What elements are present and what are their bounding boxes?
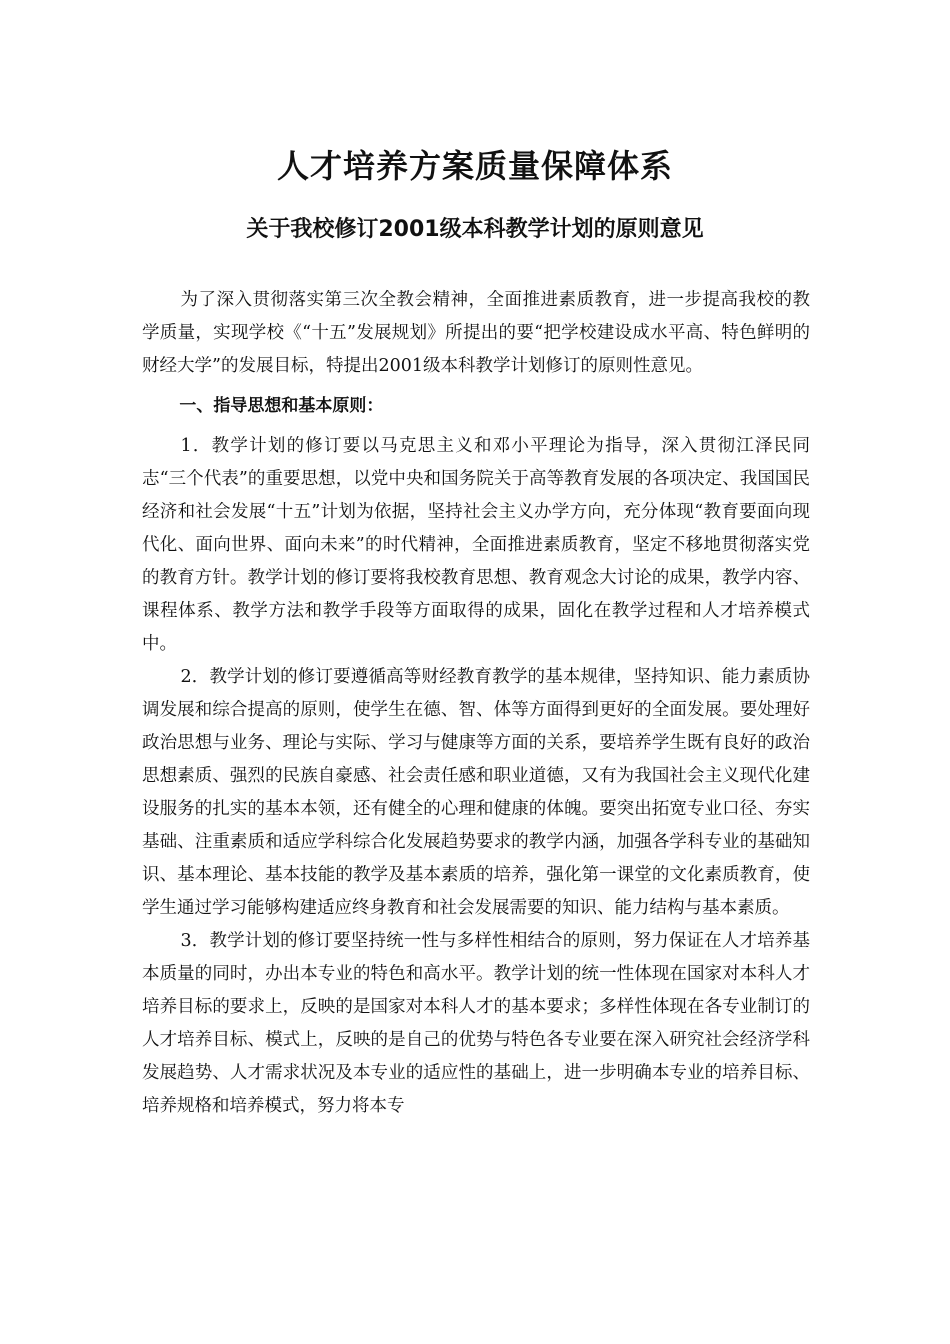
paragraph-item-2: 2．教学计划的修订要遵循高等财经教育教学的基本规律，坚持知识、能力素质协调发展和综合提高的原则，使学生在德、智、体等方面得到更好的全面发展。要处理好政治思想与业务、理论与实际、学习与健康等方面的关系，要培养学生既有良好的政治思想素质、强烈的民族自豪感、社会责任感和职业道德，又有为我国社会主义现代化建设服务的扎实的基本本领，还有健全的心理和健康的体魄。要突出拓宽专业口径、夯实基础、注重素质和适应学科综合化发展趋势要求的教学内涵，加强各学科专业的基础知识、基本理论、基本技能的教学及基本素质的培养，强化第一课堂的文化素质教育，使学生通过学习能够构建适应终身教育和社会发展需要的知识、能力结构与基本素质。 — [142, 667, 810, 918]
paragraph-item-1: 1．教学计划的修订要以马克思主义和邓小平理论为指导，深入贯彻江泽民同志“三个代表”的重要思想，以党中央和国务院关于高等教育发展的各项决定、我国国民经济和社会发展“十五”计划为依据，坚持社会主义办学方向，充分体现“教育要面向现代化、面向世界、面向未来”的时代精神，全面推进素质教育，坚定不移地贯彻落实党的教育方针。教学计划的修订要将我校教育思想、教育观念大讨论的成果，教学内容、课程体系、教学方法和教学手段等方面取得的成果，固化在教学过程和人才培养模式中。 — [142, 436, 810, 654]
section-heading: 一、指导思想和基本原则： — [179, 396, 384, 416]
paragraph-item-3: 3．教学计划的修订要坚持统一性与多样性相结合的原则，努力保证在人才培养基本质量的同时，办出本专业的特色和高水平。教学计划的统一性体现在国家对本科人才培养目标的要求上，反映的是国家对本科人才的基本要求；多样性体现在各专业制订的人才培养目标、模式上，反映的是自己的优势与特色各专业要在深入研究社会经济学科发展趋势、人才需求状况及本专业的适应性的基础上，进一步明确本专业的培养目标、培养规格和培养模式，努力将本专 — [142, 931, 810, 1116]
document-title: 人才培养方案质量保障体系 — [276, 147, 673, 185]
document-body — [142, 284, 810, 1123]
intro-paragraph: 为了深入贯彻落实第三次全教会精神，全面推进素质教育，进一步提高我校的教学质量，实现学校《“十五”发展规划》所提出的要“把学校建设成水平高、特色鲜明的财经大学”的发展目标，特提出2001级本科教学计划修订的原则性意见。 — [142, 290, 810, 376]
document-subtitle: 关于我校修订2001级本科教学计划的原则意见 — [246, 217, 704, 242]
